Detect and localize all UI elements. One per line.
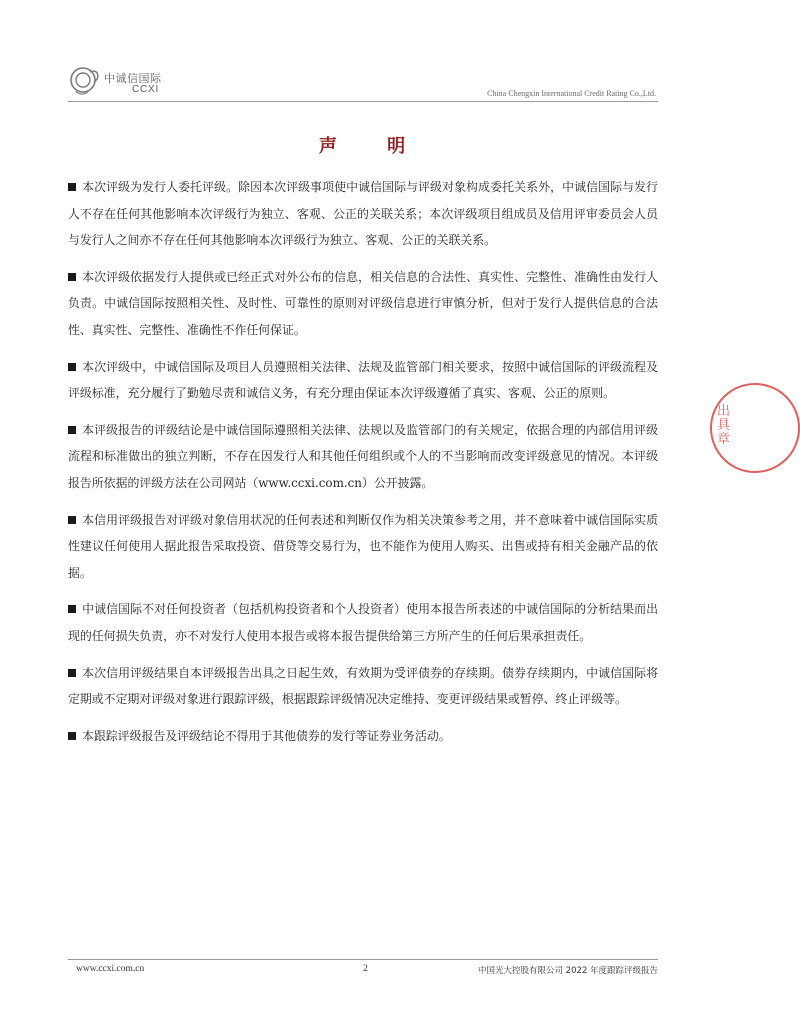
statement-paragraph xyxy=(68,417,658,497)
header-divider xyxy=(68,101,658,102)
ccxi-logo xyxy=(68,62,188,102)
stamp-text: 出具章 xyxy=(717,404,731,447)
page-footer xyxy=(68,964,658,978)
square-bullet-icon xyxy=(68,273,76,281)
paragraph-text: 本次评级为发行人委托评级。除因本次评级事项使中诚信国际与评级对象构成委托关系外，中诚信国际与发行人不存在任何其他影响本次评级行为独立、客观、公正的关联关系；本次评级项目组成员及信用评审委员会人员与发行人之间亦不存在任何其他影响本次评级行为独立、客观、公正的关联关系。 xyxy=(68,180,658,248)
page-number: 2 xyxy=(363,964,368,974)
logo-english-name: CCXI xyxy=(132,84,160,95)
statement-paragraph xyxy=(68,354,658,407)
statement-paragraph xyxy=(68,723,658,750)
page-title: 声 明 xyxy=(318,136,428,157)
square-bullet-icon xyxy=(68,363,76,371)
paragraph-text: 本次评级中，中诚信国际及项目人员遵照相关法律、法规及监管部门相关要求，按照中诚信国际的评级流程及评级标准，充分履行了勤勉尽责和诚信义务，有充分理由保证本次评级遵循了真实、客观、公正的原则。 xyxy=(68,359,658,401)
square-bullet-icon xyxy=(68,516,76,524)
footer-divider xyxy=(68,959,658,960)
square-bullet-icon xyxy=(68,732,76,740)
square-bullet-icon xyxy=(68,183,76,191)
paragraph-text: 中诚信国际不对任何投资者（包括机构投资者和个人投资者）使用本报告所表述的中诚信国际的分析结果而出现的任何损失负责，亦不对发行人使用本报告或将本报告提供给第三方所产生的任何后果承担责任。 xyxy=(68,602,658,643)
paragraph-text: 本评级报告的评级结论是中诚信国际遵照相关法律、法规以及监管部门的有关规定，依据合理的内部信用评级流程和标准做出的独立判断，不存在因发行人和其他任何组织或个人的不当影响而改变评级意见的情况。本评级报告所依据的评级方法在公司网站（www.ccxi.com.cn）公开披露。 xyxy=(68,422,658,490)
paragraph-text: 本次信用评级结果自本评级报告出具之日起生效，有效期为受评债券的存续期。债券存续期内，中诚信国际将定期或不定期对评级对象进行跟踪评级，根据跟踪评级情况决定维持、变更评级结果或暂停、终止评级等。 xyxy=(68,665,658,707)
logo-chinese-name: 中诚信国际 xyxy=(104,72,162,85)
page-header xyxy=(68,62,658,102)
square-bullet-icon xyxy=(68,669,76,677)
paragraph-text: 本跟踪评级报告及评级结论不得用于其他债券的发行等证券业务活动。 xyxy=(82,728,451,743)
statement-paragraph xyxy=(68,174,658,254)
header-company-name: China Chengxin International Credit Rating Co.,Ltd. xyxy=(487,89,656,98)
square-bullet-icon xyxy=(68,426,76,434)
statement-paragraph xyxy=(68,596,658,649)
paragraph-text: 本次评级依据发行人提供或已经正式对外公布的信息，相关信息的合法性、真实性、完整性、准确性由发行人负责。中诚信国际按照相关性、及时性、可靠性的原则对评级信息进行审慎分析，但对于发行人提供信息的合法性、真实性、完整性、准确性不作任何保证。 xyxy=(68,269,658,337)
statement-paragraph xyxy=(68,660,658,713)
statement-paragraph xyxy=(68,264,658,344)
square-bullet-icon xyxy=(68,605,76,613)
paragraph-text: 本信用评级报告对评级对象信用状况的任何表述和判断仅作为相关决策参考之用，并不意味着中诚信国际实质性建议任何使用人据此报告采取投资、借贷等交易行为，也不能作为使用人购买、出售或持有相关金融产品的依据。 xyxy=(68,512,658,580)
footer-report-title: 中国光大控股有限公司 2022 年度跟踪评级报告 xyxy=(477,966,658,976)
footer-website: www.ccxi.com.cn xyxy=(76,964,145,974)
statement-paragraph xyxy=(68,507,658,587)
statement-body xyxy=(68,174,658,759)
ccxi-logo-icon xyxy=(68,64,102,98)
